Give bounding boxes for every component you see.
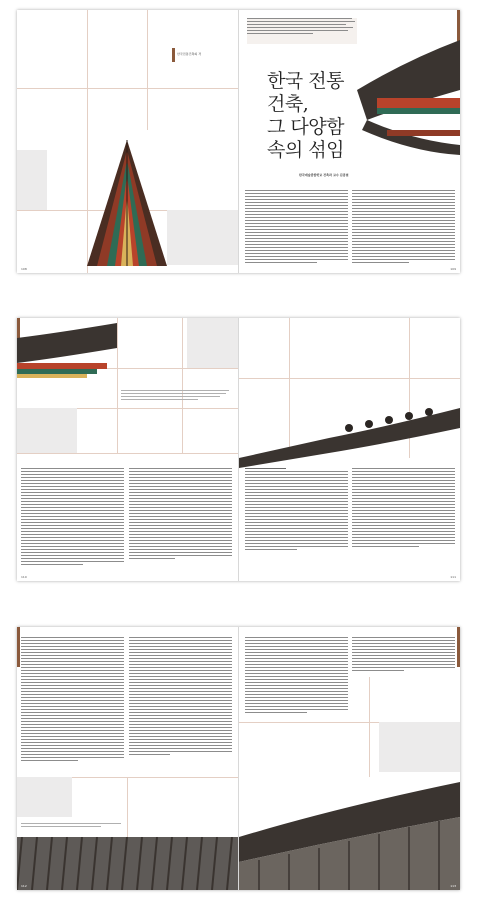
body-column-2 [352,190,455,265]
title-line-3: 그 다양함 [267,116,344,138]
tone-block [167,210,238,265]
page-112 [17,627,238,890]
title-line-4: 속의 섞임 [267,139,344,161]
folio: 108 [21,267,27,271]
page-110 [17,318,238,581]
body-column-1 [245,637,348,717]
folio: 111 [450,575,456,579]
accent-edge [17,627,20,667]
page-108 [17,10,238,273]
article-title [267,70,344,162]
pagoda-roof-photo [87,140,167,266]
tiled-roof-photo [17,837,238,890]
title-line-1: 한국 전통 [267,70,344,92]
spread-3 [17,627,460,890]
photo-caption [21,823,121,835]
photo-caption [121,390,231,408]
folio: 110 [21,575,27,579]
eave-photo [357,30,460,170]
grid-rule [117,318,118,453]
author-byline: 한국예술종합학교 건축과 교수 김봉렬 [299,173,349,177]
grid-rule [182,318,183,453]
series-label: 한국전통건축의 격 [177,52,202,56]
title-line-2: 건축, [267,93,309,115]
spread-1 [17,10,460,273]
grid-rule [369,677,370,777]
tone-block [187,318,238,368]
grid-rule [17,453,238,454]
tone-block [17,408,77,453]
grid-rule [147,10,148,130]
accent-bar [172,48,175,62]
grid-rule [127,777,128,837]
body-column-2 [129,468,232,573]
curved-eave-photo [239,777,460,890]
body-column-2 [129,637,232,772]
eave-photo [17,318,117,398]
accent-edge [457,627,460,667]
page-109 [239,10,460,273]
tone-block [17,777,72,817]
body-column-1 [21,637,124,772]
folio: 113 [450,884,456,888]
body-column-1 [245,468,348,573]
page-111 [239,318,460,581]
body-column-2 [352,468,455,573]
roof-figurines-photo [239,398,460,468]
grid-rule [17,88,238,89]
page-113 [239,627,460,890]
body-column-2 [352,637,455,717]
body-column-1 [245,190,348,265]
body-column-1 [21,468,124,573]
tone-block [17,150,47,210]
folio: 109 [450,267,456,271]
spread-2 [17,318,460,581]
grid-rule [239,378,460,379]
tone-block [379,722,460,772]
lead-paragraph [247,18,357,44]
folio: 112 [21,884,27,888]
